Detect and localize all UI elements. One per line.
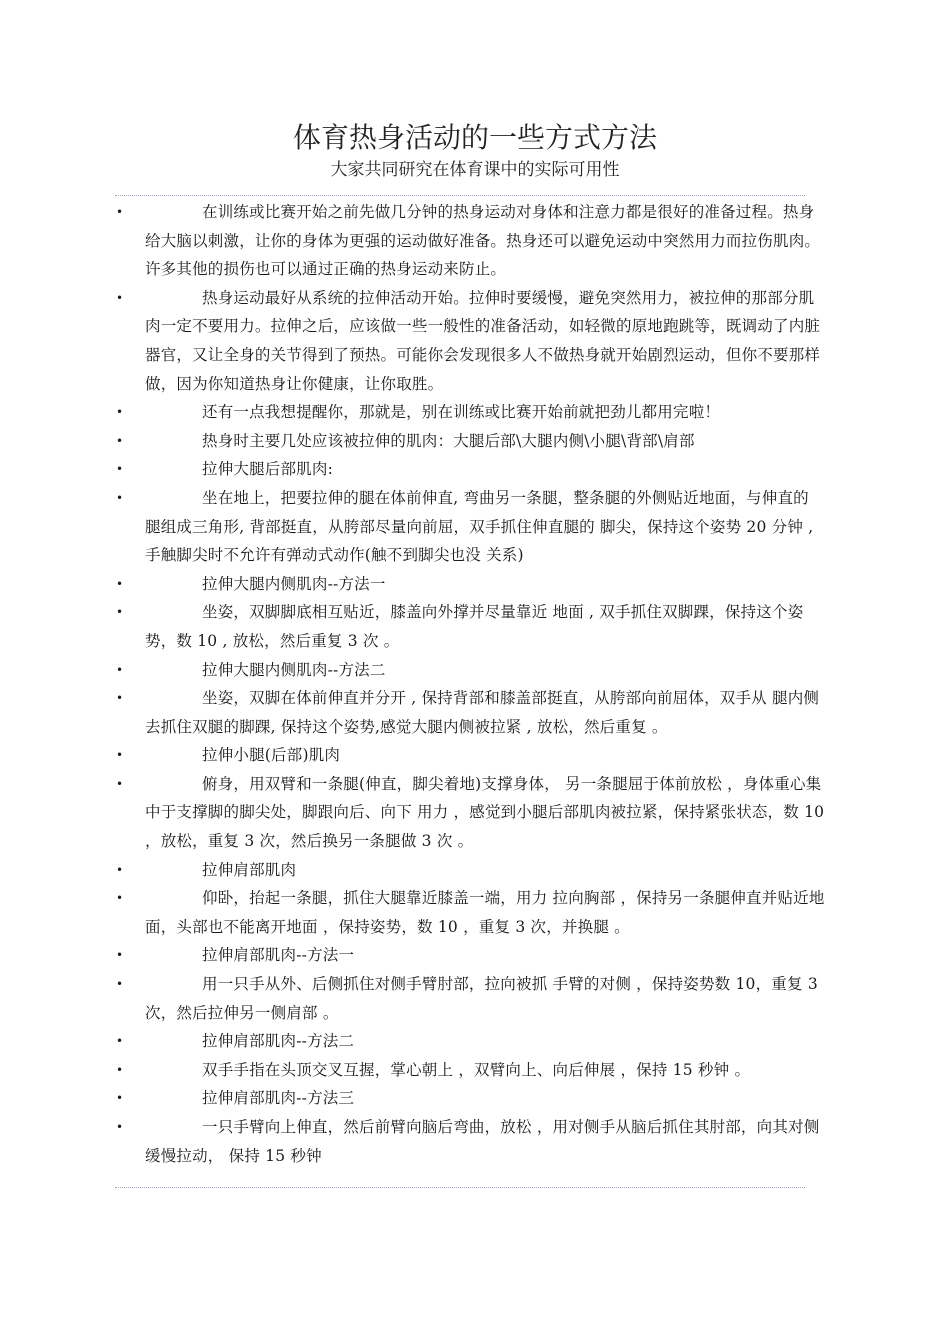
list-item-text: 仰卧，抬起一条腿，抓住大腿靠近膝盖一端，用力 拉向胸部 ，保持另一条腿伸直并贴近地面，头部也不能离开地面 ，保持姿势，数 10 ，重复 3 次，并换腿 。 <box>145 889 825 936</box>
bullet-icon: • <box>116 977 124 992</box>
bullet-icon: • <box>116 576 124 591</box>
list-item <box>0 741 950 770</box>
list-item <box>0 941 950 970</box>
list-item <box>0 570 950 599</box>
list-item-text: 还有一点我想提醒你，那就是，别在训练或比赛开始前就把劲儿都用完啦！ <box>202 403 721 422</box>
list-item <box>0 284 950 398</box>
list-item <box>0 427 950 456</box>
bullet-icon: • <box>116 891 124 906</box>
bullet-icon: • <box>116 691 124 706</box>
bullet-icon: • <box>116 1091 124 1106</box>
bullet-icon: • <box>116 462 124 477</box>
list-item <box>0 656 950 685</box>
list-item-text: 在训练或比赛开始之前先做几分钟的热身运动对身体和注意力都是很好的准备过程。热身给大脑以刺激，让你的身体为更强的运动做好准备。热身还可以避免运动中突然用力而拉伤肌肉。许多其他的损伤也可以通过正确的热身运动来防止。 <box>145 203 821 279</box>
list-item-text: 拉伸肩部肌肉 <box>202 860 297 879</box>
list-item-text: 拉伸大腿内侧肌肉--方法二 <box>202 660 386 679</box>
list-item <box>0 1113 950 1170</box>
bullet-icon: • <box>116 290 124 305</box>
list-item <box>0 598 950 655</box>
document-title: 体育热身活动的一些方式方法 <box>292 121 657 154</box>
bullet-list <box>0 198 950 1170</box>
list-item-text: 双手手指在头顶交叉互握，掌心朝上 ，双臂向上、向后伸展 ，保持 15 秒钟 。 <box>202 1060 751 1079</box>
list-item <box>0 856 950 885</box>
bullet-icon: • <box>116 776 124 791</box>
bullet-icon: • <box>116 205 124 219</box>
list-item-text: 一只手臂向上伸直，然后前臂向脑后弯曲，放松 ，用对侧手从脑后抓住其肘部，向其对侧缓慢拉动， 保持 15 秒钟 <box>145 1118 820 1165</box>
list-item-text: 坐姿，双脚在体前伸直并分开 , 保持背部和膝盖部挺直，从胯部向前屈体，双手从 腿内侧去抓住双腿的脚踝, 保持这个姿势,感觉大腿内侧被拉紧 , 放松，然后重复 。 <box>145 689 820 736</box>
bullet-icon: • <box>116 748 124 763</box>
bullet-icon: • <box>116 433 124 448</box>
list-item <box>0 198 950 284</box>
list-item <box>0 884 950 941</box>
document-subtitle: 大家共同研究在体育课中的实际可用性 <box>330 160 620 180</box>
list-item-text: 热身运动最好从系统的拉伸活动开始。拉伸时要缓慢，避免突然用力，被拉伸的那部分肌肉一定不要用力。拉伸之后，应该做一些一般性的准备活动，如轻微的原地跑跳等，既调动了内脏器官，又让全身的关节得到了预热。可能你会发现很多人不做热身就开始剧烈运动，但你不要那样做，因为你知道热身让你健康，让你取胜。 <box>145 288 821 393</box>
list-item <box>0 970 950 1027</box>
bullet-icon: • <box>116 605 124 620</box>
list-item <box>0 684 950 741</box>
list-item <box>0 1056 950 1085</box>
bullet-icon: • <box>116 948 124 963</box>
bullet-icon: • <box>116 1120 124 1134</box>
list-item-text: 坐在地上，把要拉伸的腿在体前伸直, 弯曲另一条腿，整条腿的外侧贴近地面，与伸直的 腿组成三角形, 背部挺直，从胯部尽量向前屈，双手抓住伸直腿的 脚尖，保持这个姿势 20 分钟 , 手触脚尖时不允许有弹动式动作(触不到脚尖也没 关系) <box>145 488 814 565</box>
list-item-text: 用一只手从外、后侧抓住对侧手臂肘部，拉向被抓 手臂的对侧 ，保持姿势数 10，重复 3 次，然后拉伸另一侧肩部 。 <box>145 975 818 1022</box>
list-item <box>0 398 950 427</box>
list-item <box>0 1027 950 1056</box>
bottom-divider <box>115 1187 805 1188</box>
bullet-icon: • <box>116 1034 124 1049</box>
list-item-text: 拉伸肩部肌肉--方法三 <box>202 1089 355 1108</box>
list-item-text: 拉伸肩部肌肉--方法二 <box>202 1032 355 1051</box>
bullet-icon: • <box>116 405 124 420</box>
bullet-icon: • <box>116 490 124 505</box>
list-item <box>0 484 950 570</box>
bullet-icon: • <box>116 1062 124 1077</box>
list-item-text: 拉伸大腿内侧肌肉--方法一 <box>202 574 386 593</box>
list-item <box>0 455 950 484</box>
list-item-text: 坐姿，双脚脚底相互贴近，膝盖向外撑并尽量靠近 地面 , 双手抓住双脚踝，保持这个姿势，数 10 , 放松，然后重复 3 次 。 <box>145 603 804 650</box>
list-item-text: 俯身，用双臂和一条腿(伸直，脚尖着地)支撑身体， 另一条腿屈于体前放松 ，身体重心集中于支撑脚的脚尖处，脚跟向后、向下 用力 ，感觉到小腿后部肌肉被拉紧，保持紧张状态，数 10 ，放松，重复 3 次，然后换另一条腿做 3 次 。 <box>145 774 825 851</box>
top-divider <box>115 195 805 196</box>
bullet-icon: • <box>116 662 124 677</box>
list-item-text: 拉伸小腿(后部)肌肉 <box>202 746 341 765</box>
list-item-text: 拉伸肩部肌肉--方法一 <box>202 946 355 965</box>
list-item-text: 拉伸大腿后部肌肉: <box>202 460 334 479</box>
bullet-icon: • <box>116 862 124 877</box>
list-item <box>0 770 950 856</box>
list-item-text: 热身时主要几处应该被拉伸的肌肉：大腿后部\大腿内侧\小腿\背部\肩部 <box>202 431 695 450</box>
list-item <box>0 1084 950 1113</box>
